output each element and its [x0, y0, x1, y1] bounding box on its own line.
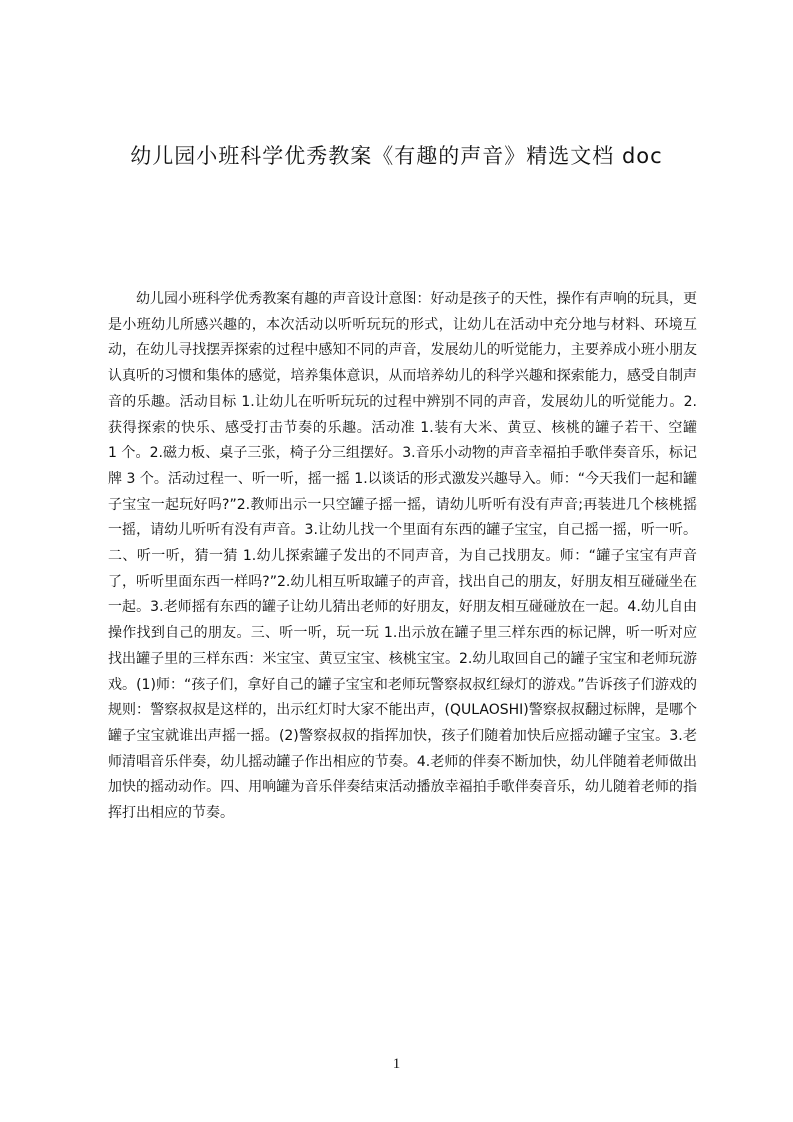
- document-title: 幼儿园小班科学优秀教案《有趣的声音》精选文档 doc: [130, 144, 663, 168]
- document-body-paragraph: 幼儿园小班科学优秀教案有趣的声音设计意图：好动是孩子的天性，操作有声响的玩具，更是小班幼儿所感兴趣的，本次活动以听听玩玩的形式，让幼儿在活动中充分地与材料、环境互动，在幼儿寻找摆弄探索的过程中感知不同的声音，发展幼儿的听觉能力，主要养成小班小朋友认真听的习惯和集体的感觉，培养集体意识，从而培养幼儿的科学兴趣和探索能力，感受自制声音的乐趣。活动目标 1.让幼儿在听听玩玩的过程中辨别不同的声音，发展幼儿的听觉能力。2.获得探索的快乐、感受打击节奏的乐趣。活动准 1.装有大米、黄豆、核桃的罐子若干、空罐 1 个。2.磁力板、桌子三张，椅子分三组摆好。3.音乐小动物的声音幸福拍手歌伴奏音乐，标记牌 3 个。活动过程一、听一听，摇一摇 1.以谈话的形式激发兴趣导入。师：“今天我们一起和罐子宝宝一起玩好吗?”2.教师出示一只空罐子摇一摇，请幼儿听听有没有声音;再装进几个核桃摇一摇，请幼儿听听有没有声音。3.让幼儿找一个里面有东西的罐子宝宝，自己摇一摇，听一听。二、听一听，猜一猜 1.幼儿探索罐子发出的不同声音，为自己找朋友。师：“罐子宝宝有声音了，听听里面东西一样吗?”2.幼儿相互听取罐子的声音，找出自己的朋友，好朋友相互碰碰坐在一起。3.老师摇有东西的罐子让幼儿猜出老师的好朋友，好朋友相互碰碰放在一起。4.幼儿自由操作找到自己的朋友。三、听一听，玩一玩 1.出示放在罐子里三样东西的标记牌，听一听对应找出罐子里的三样东西：米宝宝、黄豆宝宝、核桃宝宝。2.幼儿取回自己的罐子宝宝和老师玩游戏。(1)师：“孩子们，拿好自己的罐子宝宝和老师玩警察叔叔红绿灯的游戏。”告诉孩子们游戏的规则：警察叔叔是这样的，出示红灯时大家不能出声，(QULAOSHI)警察叔叔翻过标牌，是哪个罐子宝宝就谁出声摇一摇。(2)警察叔叔的指挥加快，孩子们随着加快后应摇动罐子宝宝。3.老师清唱音乐伴奏，幼儿摇动罐子作出相应的节奏。4.老师的伴奏不断加快，幼儿伴随着老师做出加快的摇动动作。四、用响罐为音乐伴奏结束活动播放幸福拍手歌伴奏音乐，幼儿随着老师的指挥打出相应的节奏。: [108, 291, 716, 822]
- page-number: 1: [392, 1056, 401, 1072]
